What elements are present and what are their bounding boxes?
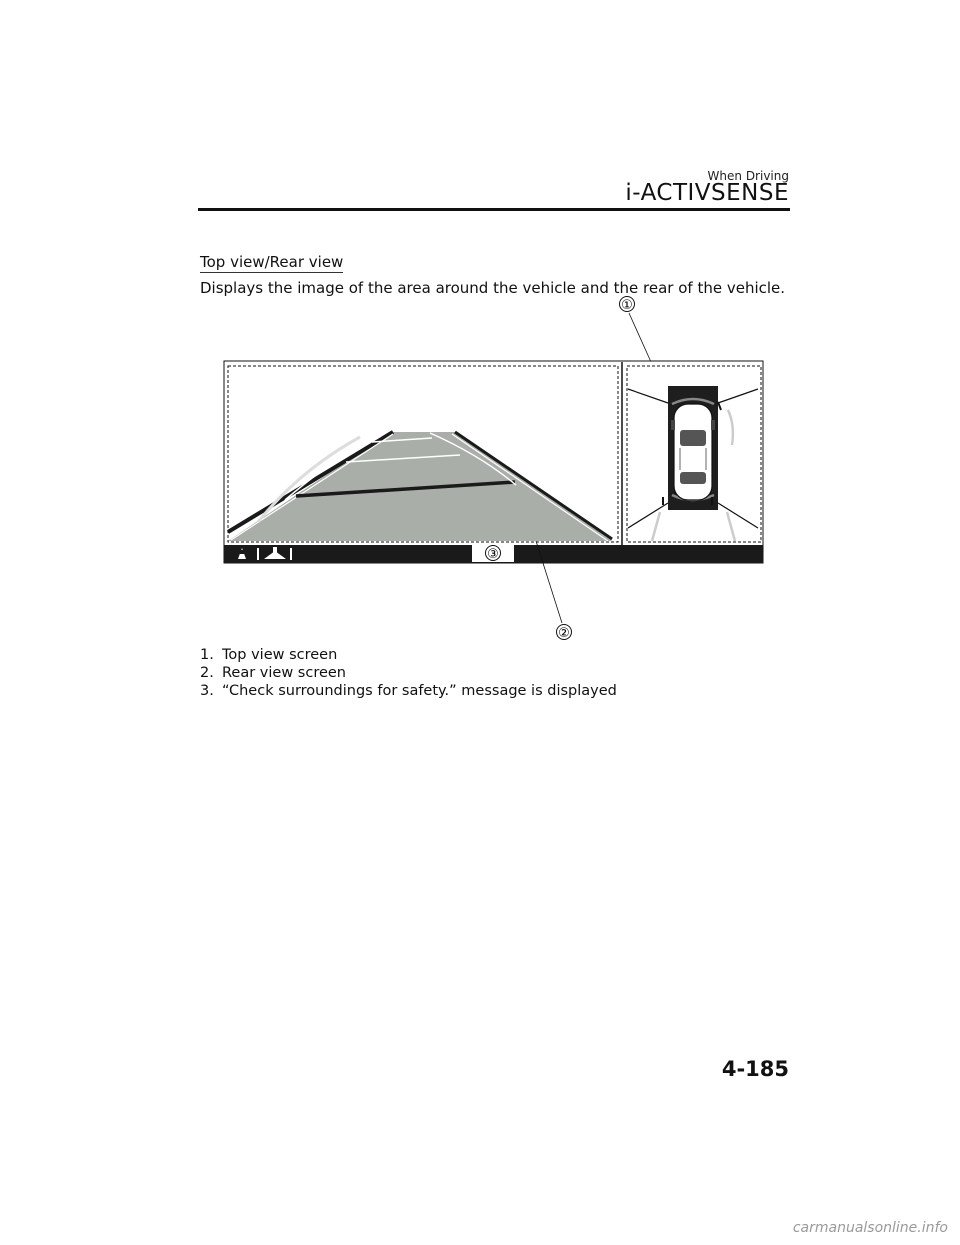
header-section-title: i-ACTIVSENSE (625, 180, 789, 206)
callout-2 (557, 625, 572, 642)
list-item: 1. Top view screen (200, 647, 338, 663)
list-item: 3. “Check surroundings for safety.” message is displayed (200, 683, 617, 699)
section-heading: Top view/Rear view (200, 253, 344, 271)
callout-2-label: ② (558, 626, 570, 641)
camera-display-illustration (200, 290, 800, 650)
callout-1 (620, 297, 635, 314)
section-description: Displays the image of the area around the vehicle and the rear of the vehicle. (200, 279, 786, 297)
status-bar (224, 545, 763, 563)
callout-1-leader (629, 313, 651, 362)
status-bar-divider (257, 548, 259, 560)
status-bar-divider-2 (290, 548, 292, 560)
callout-3-label: ③ (487, 547, 499, 562)
header-chapter: When Driving (707, 169, 789, 183)
header-divider (198, 208, 790, 211)
vehicle-icon (671, 404, 715, 500)
page-number: 4-185 (721, 1057, 789, 1081)
callout-1-label: ① (621, 298, 633, 313)
watermark-link[interactable]: carmanualsonline.info (792, 1220, 948, 1236)
display-screen (224, 361, 763, 563)
figure-legend (200, 646, 617, 700)
list-item: 2. Rear view screen (200, 665, 347, 681)
